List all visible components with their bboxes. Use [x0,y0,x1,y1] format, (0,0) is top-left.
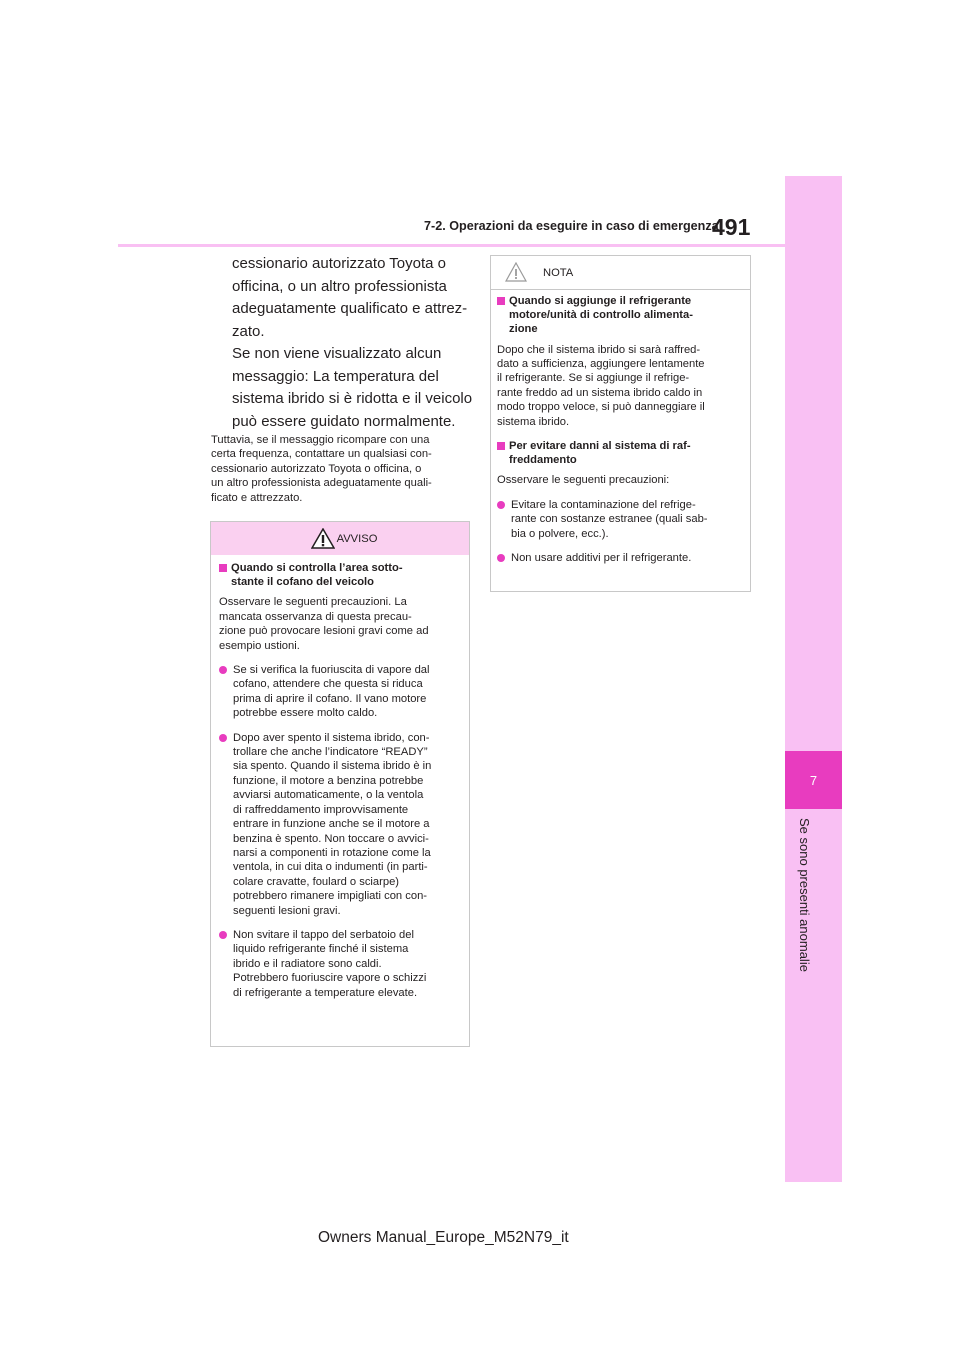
text-line: mancata osservanza di questa precau- [219,610,412,623]
text-line: certa frequenza, contattare un qualsiasi con- [211,448,432,461]
text-line: Non usare additivi per il refrigerante. [511,552,692,565]
text-line: Se non viene visualizzato alcun [232,345,442,362]
text-line: il refrigerante. Se si aggiunge il refrige- [497,372,690,385]
text-line: cessionario autorizzato Toyota o [232,255,447,272]
text-line: narsi a componenti in rotazione come la [233,846,431,859]
header-divider [118,244,785,247]
note-heading [493,294,750,337]
continued-text [232,253,472,433]
square-bullet-icon [497,442,505,450]
circle-bullet-icon [497,554,505,562]
heading-line: zione [509,323,538,336]
caution-triangle-icon [505,262,527,282]
text-line: funzione, il motore a benzina potrebbe [233,774,424,787]
warning-bullet [215,663,469,721]
text-line: Osservare le seguenti precauzioni: [497,474,670,487]
text-line: Evitare la contaminazione del refrige- [511,498,696,511]
heading-line: Per evitare danni al sistema di raf- [509,440,691,453]
circle-bullet-icon [219,666,227,674]
text-line: zato. [232,322,265,340]
text-line: bia o polvere, ecc.). [511,527,609,540]
text-line: liquido refrigerante finché il sistema [233,943,409,956]
circle-bullet-icon [219,734,227,742]
section-title: 7-2. Operazioni da eseguire in caso di emergenza [424,219,719,233]
text-line: prima di aprire il cofano. Il vano motore [233,692,427,705]
heading-line: Quando si aggiunge il refrigerante [509,295,692,307]
chapter-label: Se sono presenti anomalie [797,818,812,972]
warning-box-title: AVVISO [336,532,378,545]
note-heading [493,439,750,467]
body-paragraph [211,433,473,505]
text-line: messaggio: La temperatura del [232,367,439,385]
text-line: ventola, in cui dita o indumenti (in parti- [233,861,428,874]
warning-triangle-icon [311,528,335,549]
text-line: colare cravatte, foulard o sciarpe) [233,875,400,888]
warning-box [210,521,470,1047]
note-bullet [493,551,750,565]
text-line: trollare che anche l’indicatore “READY” [233,746,428,759]
warning-intro [215,595,469,653]
square-bullet-icon [219,564,227,572]
text-line: potrebbe essere molto caldo. [233,707,378,720]
text-line: sistema ibrido. [497,415,570,428]
text-line: di raffreddamento improvvisamente [233,803,409,816]
circle-bullet-icon [497,501,505,509]
text-line: dato a sufficienza, aggiungere lentamente [497,358,705,371]
side-tab-strip [785,176,842,1182]
text-line: ficato e attrezzato. [211,491,303,504]
text-line: seguenti lesioni gravi. [233,904,341,917]
text-line: Dopo aver spento il sistema ibrido, con- [233,731,430,744]
warning-heading [215,561,469,589]
text-line: Osservare le seguenti precauzioni. La [219,596,407,609]
chapter-number: 7 [809,772,818,788]
heading-line: motore/unità di controllo alimenta- [509,309,693,322]
square-bullet-icon [497,297,505,305]
text-line: cessionario autorizzato Toyota o officina, o [211,462,422,475]
heading-line: freddamento [509,454,577,467]
note-box [490,255,751,592]
note-text [493,343,750,429]
text-line: modo troppo veloce, si può danneggiare il [497,401,705,414]
text-line: ibrido e il radiatore sono caldi. [233,957,382,970]
warning-box-header [211,522,469,555]
text-line: officina, o un altro professionista [232,277,447,295]
warning-bullet [215,731,469,918]
page-number: 491 [712,214,751,240]
note-bullet [493,498,750,541]
circle-bullet-icon [219,931,227,939]
text-line: Potrebbero fuoriuscire vapore o schizzi [233,972,427,985]
text-line: un altro professionista adeguatamente quali- [211,477,432,490]
text-line: rante con sostanze estranee (quali sab- [511,513,708,526]
text-line: di refrigerante a temperature elevate. [233,986,418,999]
text-line: rante freddo ad un sistema ibrido caldo in [497,386,703,399]
heading-line: Quando si controlla l’area sotto- [231,562,403,574]
text-line: Se si verifica la fuoriuscita di vapore dal [233,664,430,677]
note-box-title: NOTA [543,266,574,279]
text-line: può essere guidato normalmente. [232,412,456,430]
text-line: Dopo che il sistema ibrido si sarà raffred- [497,343,701,356]
warning-bullet [215,928,469,1000]
note-box-header [491,256,750,290]
text-line: entrare in funzione anche se il motore a [233,818,430,831]
text-line: sistema ibrido si è ridotta e il veicolo [232,390,473,407]
text-line: benzina è spento. Non toccare o avvici- [233,832,429,845]
text-line: avviarsi automaticamente, o la ventola [233,789,424,802]
text-line: Tuttavia, se il messaggio ricompare con una [211,434,430,446]
chapter-label-container [786,818,812,972]
footer-text: Owners Manual_Europe_M52N79_it [318,1229,569,1246]
chapter-number-tab [785,751,842,809]
text-line: sia spento. Quando il sistema ibrido è in [233,760,432,773]
note-text [493,473,750,487]
text-line: Non svitare il tappo del serbatoio del [233,928,414,941]
text-line: zione può provocare lesioni gravi come ad [219,625,429,638]
text-line: esempio ustioni. [219,639,300,652]
heading-line: stante il cofano del veicolo [231,576,374,589]
text-line: adeguatamente qualificato e attrez- [232,300,468,317]
text-line: potrebbero rimanere impigliati con con- [233,890,428,903]
text-line: cofano, attendere che questa si riduca [233,678,423,691]
